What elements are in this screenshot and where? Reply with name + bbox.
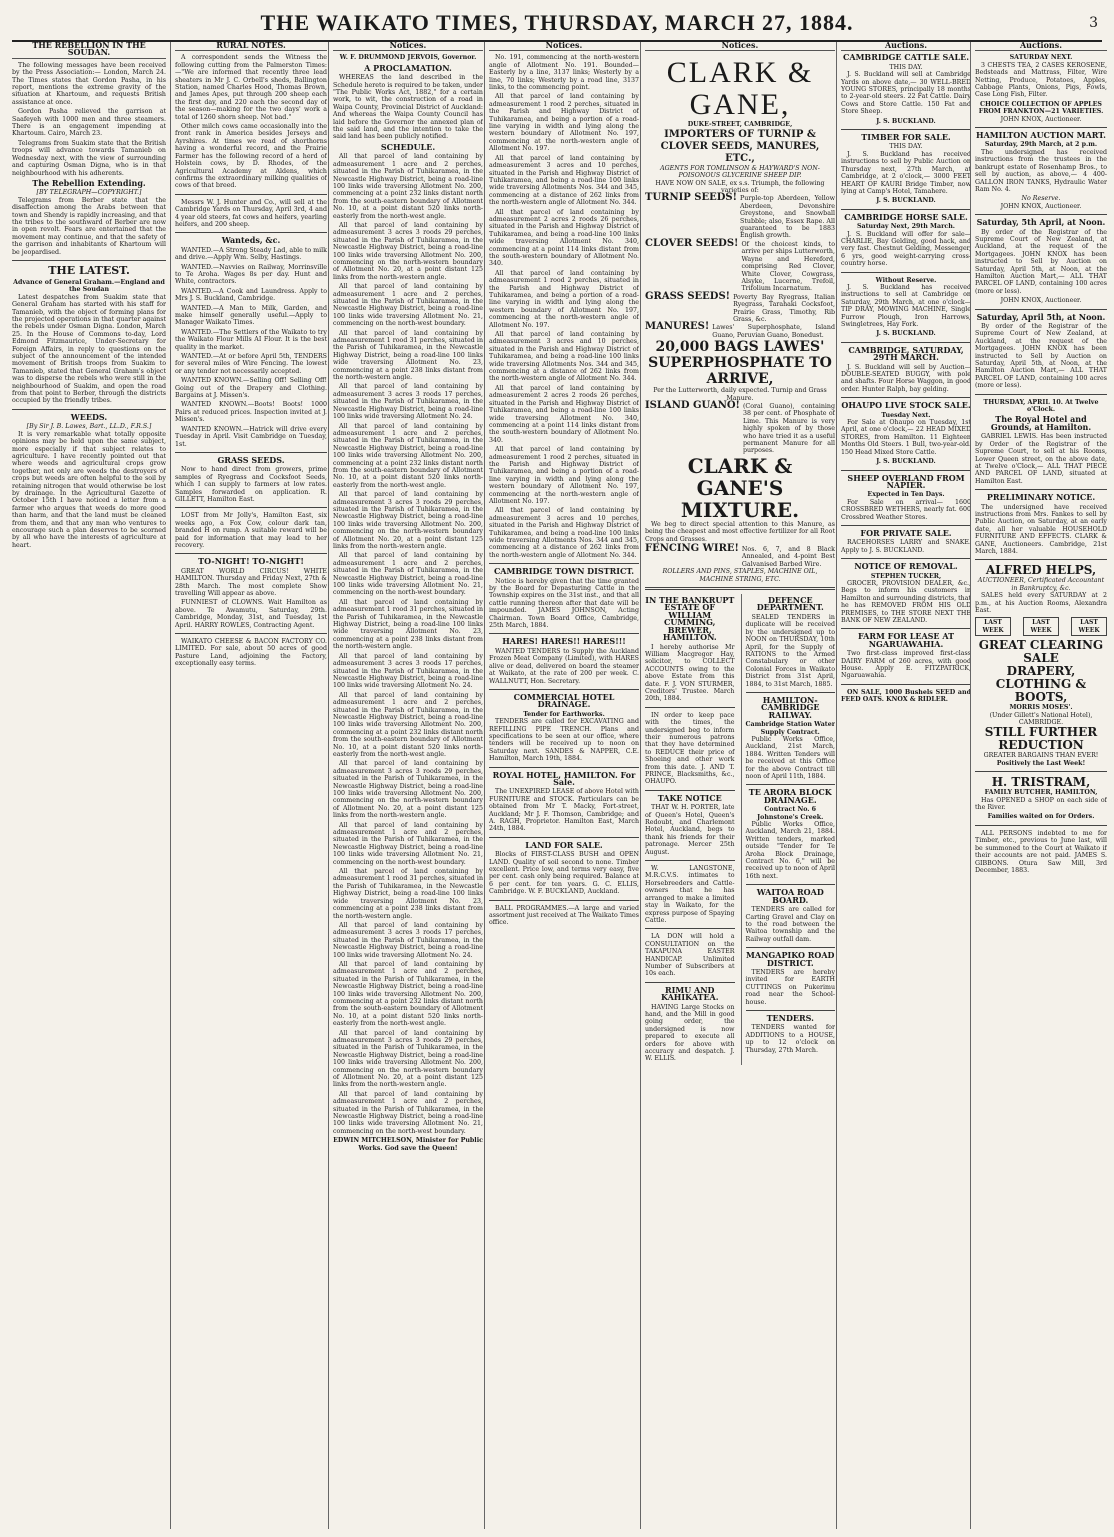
wanted-ad: WANTED KNOWN.—Hatrick will drive every Tuesday in April. Visit Cambridge on Tuesday, 1st. [175,425,327,448]
divider [645,860,735,861]
divider [175,553,327,554]
article-paragraph: Telegrams from Berber state that the disaffection among the Arabs between that town and Shendy is rapidly increasing, and that the tribes to the southward of Berber are now in open revolt. Fears are entertained that the movement may continue, and that the safety of the garrison and inhabitants of Khartoum will be jeopardised. [12,196,166,256]
ad-keyword: CLOVER SEEDS! [645,237,739,249]
notice-paragraph: All that parcel of land containing by admeasurement 1 rood 2 perches, situated in the Parish and Highway District of Tuhikaramea, and being a portion of a road-line varying in width and lying along the western boundary of Allotment No. 197, commencing at the north-western angle of Allotment No. 197. [489,446,639,505]
ad-heading: GRASS SEEDS. [217,454,285,465]
auction-text: By order of the Registrar of the Supreme Court of New Zealand, at Auckland, at the request of the Mortgagees. JOHN KNOX has been instructed to Sell by Auction on Saturday, April 5th, at Noon, at the Hamilton Auction Mart,— ALL THAT PARCEL OF LAND, containing 100 acres (more or less). [975,228,1107,295]
auction-text: J. S. Buckland will sell by Auction— DOUBLE-SEATED BUGGY, with pole and shafts. Four Horse Waggon, in good order. Hunter Ralph, bay gelding. [841,363,971,393]
notice-paragraph: All that parcel of land containing by admeasurement 1 rood 2 perches, situated in the Parish and Highway District of Tuhikaramea, and being a portion of a road-line varying in width and lying along the western boundary of Allotment No. 197, commencing at the north-western angle of Allotment No. 197. [489,93,639,153]
auction-text: By order of the Registrar of the Supreme Court of New Zealand, at Auckland, at the request of the Mortgagees. JOHN KNOX has been instructed to Sell by Auction on Saturday, April 5th, at Noon, at the Hamilton Auction Mart,— ALL THAT PARCEL OF LAND, containing 100 acres (more or less). [975,323,1107,390]
auction-text: For Sale at Ohaupo on Tuesday, 1st April, at one o'clock,— 22 HEAD MIXED STORES, from Hamilton. 11 Eighteen Months Old Steers. 1 Bull, two-year-old. 150 Head Mixed Store Cattle. [841,419,971,456]
auction-heading: HAMILTON AUCTION MART. [976,130,1106,141]
auctioneer: J. S. BUCKLAND. [876,330,936,338]
article-subheading: [BY TELEGRAPH—COPYRIGHT.] [36,189,142,197]
notice-paragraph: All that parcel of land containing by admeasurement 3 acres 3 roods 29 perches, situated in the Parish of Tuhikaramea, in the Newcastle Highway District, being a road-line 100 links wide traversing Allotment No. 200, commencing on the north-western boundary of Allotment No. 20, at a point distant 125 links from the north-western angle. [333,1029,483,1089]
notice-paragraph: All that parcel of land containing by admeasurement 1 acre and 2 perches, situated in the Parish of Tuhikaramea, in the Newcastle Highway District, being a road-line 100 links wide traversing Allotment No. 200, commencing at a point 232 links distant north from the south-eastern boundary of Allotment No. 10, at a point distant 520 links north-easterly from the north-west angle. [333,153,483,220]
advertiser-title: AUCTIONEER, Certificated Accountant in Bankruptcy, &c. [977,577,1105,592]
divider [12,260,166,261]
ad-keyword: TURNIP SEEDS! [645,192,738,204]
auction-text: The undersigned has received instructions from the trustees in the bankrupt estate of Rosenhamp Bros., to sell by auction, as above,— 4 400-GALLON IRON TANKS, Hydraulic Water Ram No. 4. [975,148,1107,193]
page-number: 3 [1089,15,1098,31]
ad-text: WAIKATO CHEESE & BACON FACTORY CO. LIMITED. For sale, about 50 acres of good Pasture Land, adjoining the Factory, exceptionally easy terms. [175,638,327,668]
auction-text: ON SALE, 1000 Bushels SEED and FEED OATS. KNOX & RIDLER. [841,688,971,704]
divider [975,559,1107,560]
ad-keyword: ISLAND GUANO! [645,399,740,411]
article-paragraph: It is very remarkable what totally opposite opinions may be held upon the same subject, more especially if that subject relates to agriculture. I have recently pointed out that where weeds and agricultural crops grow together, not only are weeds the destroyers of crops but weeds are often helpful to the soil by retaining nitrogen that would otherwise be lost by drainage. In the Agricultural Gazette of October 15th I have noticed a letter from a farmer who argues that weeds do more good than harm, and that the land must be cleaned from them, and that any man who ventures to encourage such a plan deserves to be scorned by all who have the interests of agriculture at heart. [12,430,166,549]
divider [746,884,836,885]
auction-date: THIS DAY. [889,143,923,151]
auction-text: J. S. Buckland has received instructions to sell by Public Auction on Thursday next, 27th March, at Cambridge, at 2 o'clock,— 3000 FEET HEART OF KAURI Bridge Timber, now lying at Camp's Hotel, Tamahere. [841,150,971,195]
auctioneer: J. S. BUCKLAND. [876,458,936,466]
divider [489,767,639,768]
auction-text: SALES held every SATURDAY at 2 p.m., at his Auction Rooms, Alexandra East. [975,592,1107,614]
notice-paragraph: All that parcel of land containing by admeasurement 3 acres 3 roods 17 perches, situated in the Parish of Tuhikaramea, in the Newcastle Highway District, being a road-line 100 links wide traversing Allotment No. 24. [333,921,483,959]
auction-text: The undersigned have received instructions from Mrs. Fankes to sell by Public Auction, on Saturday, at an early date, all her valuable HOUSEHOLD FURNITURE AND EFFECTS. CLARK & GANE, Auctioneers. Cambridge, 21st March, 1884. [975,503,1107,555]
divider [975,127,1107,128]
auction-heading: Without Reserve. [875,276,937,284]
auction-text: J. S. Buckland will sell at Cambridge Yards on above date,— 30 WELL-BRED YOUNG STORES, principally 18 months to 2-year-old steers. 22 Fat Cattle. Dairy Cows and Store Cattle. 150 Fat and Store Sheep. [841,71,971,116]
divider [175,194,327,195]
auction-date: Tuesday Next. [881,411,931,419]
notice-paragraph: HAVING Large Stocks on hand, and the Mill in good going order, the undersigned is now prepared to execute all orders for above with accuracy and despatch. J. W. ELLIS. [645,1003,735,1063]
stock-intro: HAVE NOW ON SALE, ex s.s. Triumph, the following varieties of: [655,179,825,195]
section-heading: Notices. [489,42,639,51]
ad-keyword: MANURES! [645,321,710,333]
divider [175,507,327,508]
divider [975,825,1107,826]
advertiser-tagline: IMPORTERS OF TURNIP & CLOVER SEEDS, MANURES, ETC., [660,128,820,164]
notice-heading: COMMERCIAL HOTEL DRAINAGE. [513,691,615,710]
column-clark-gane [640,42,835,1529]
ad-keyword: GRASS SEEDS! [645,290,731,302]
rollers-line: ROLLERS AND PINS, STAPLES, MACHINE OIL, MACHINE STRING, ETC. [662,568,818,583]
auction-text: 3 CHESTS TEA, 2 CASES KEROSENE, Bedsteads and Mattrass, Filter, Wire Netting, Produce, Potatoes, Apples, Cabbage Plants, Onions, Pigs, Fowls, Case Long Fish, Filter. [975,61,1107,99]
wanted-ad: WANTED KNOWN.—Selling Off! Selling Off! Going out of the Drapery and Clothing. Bargains at J. Missen's. [175,377,327,400]
article-byline: [By Sir J. B. Lawes, Bart., LL.D., F.R.S.] [26,423,152,431]
notice-paragraph: All that parcel of land containing by admeasurement 1 acre and 2 perches, situated in the Parish of Tuhikaramea, in the Newcastle Highway District, being a road-line 100 links wide traversing Allotment No. 200, commencing at a point 232 links distant north from the south-eastern boundary of Allotment No. 10, at a point distant 520 links north-easterly from the north-west angle. [333,960,483,1028]
column-notices-2 [484,42,639,1529]
notice-signature: EDWIN MITCHELSON, Minister for Public Works. God save the Queen! [333,1137,483,1152]
ad-text: Poverty Bay Ryegrass, Italian Ryegrass, Tarahaki Cocksfoot, Prairie Grass, Timothy, Rib Grass, &c. [733,293,835,323]
notice-paragraph: W. LANGSTONE, M.R.C.V.S. intimates to Horsebreeders and Cattle-owners that he has arranged to make a limited stay in Waikato, for the express purpose of Spaying Cattle. [645,865,735,924]
divider [841,272,971,273]
auction-heading: OHAUPO LIVE STOCK SALE. [841,400,971,411]
article-heading: WEEDS. [70,411,108,422]
column-notices-1 [328,42,483,1529]
auctioneer: JOHN KNOX, Auctioneer. [1000,297,1082,305]
divider [175,232,327,233]
page-columns [12,42,1107,1529]
notice-subheading: Tender for Earthworks. [523,710,605,718]
ad-text: Families waited on for Orders. [987,813,1095,821]
divider [841,628,971,629]
article-heading: THE LATEST. [48,263,130,277]
auction-date: Saturday, 5th April, at Noon. [976,217,1106,228]
divider [175,633,327,634]
advertiser-name: H. TRISTRAM, [991,775,1091,790]
divider [746,692,836,693]
notice-heading: DEFENCE DEPARTMENT. [756,595,824,613]
auction-heading: FOR PRIVATE SALE. [860,527,952,538]
advertiser-name: MORRIS MOSES'. [1009,704,1073,712]
notice-heading: LAND FOR SALE. [525,839,603,850]
notice-paragraph: All that parcel of land containing by admeasurement 1 rood 31 perches, situated in the Parish of Tuhikaramea, in the Newcastle Highway District, being a road-line 100 links wide traversing Allotment No. 23, commencing at a point 238 links distant from the north-western angle. [333,329,483,382]
article-paragraph: Latest despatches from Suakim state that General Graham has started with his staff for Tamanieb, with the object of forming plans for the projected operations in that quarter against the rebels under Osman Digna. London, March 25. In the House of Commons to-day, Lord Edmond Fitzmaurice, Under-Secretary for Foreign Affairs, in reply to questions on the subject of the announcement of the intended movement of British troops from Suakim to Tamanieb, stated that General Graham's object was to disperse the rebels who were still in the neighbourhood of Suakim, and open the road from that point to Berber, through the districts occupied by the friendly tribes. [12,293,166,405]
notice-paragraph: I hereby authorise Mr William Macgregor Hay, solicitor, to COLLECT ACCOUNTS owing to the above Estate from this date. F. J. VON STURMER, Creditors' Trustee. March 20th, 1884. [645,643,735,703]
notices-split [645,594,835,1065]
auction-date: Expected in Ten Days. [867,491,945,499]
agents-line: AGENTS FOR TOMLINSON & HAYWARD'S NON-POISONOUS GLYCERINE SHEEP DIP. [660,164,820,180]
notice-heading: WAITOA ROAD BOARD. [756,887,824,905]
auction-text: GABRIEL LEWIS. Has been instructed by Order of the Registrar of the Supreme Court, to sell at his Rooms, Lower Queen street, on the above date, at Twelve o'Clock,— ALL THAT PIECE AND PARCEL OF LAND, situated at Hamilton East. [975,433,1107,485]
notice-subheading: Contract No. 6 Johnstone's Creek. [757,806,824,821]
sale-heading: STILL FURTHER REDUCTION [984,725,1098,753]
divider [841,342,971,343]
last-week-badge: LAST WEEK [1071,617,1107,636]
divider [645,982,735,983]
advertiser-name: STEPHEN TUCKER, [870,572,942,580]
notice-paragraph: THAT W. H. PORTER, late of Queen's Hotel, Queen's Redoubt, and Charlemont Hotel, Auckland, begs to thank his friends for their patronage. Mercer 25th August. [645,804,735,856]
ad-heading: TO-NIGHT! TO-NIGHT! [198,556,304,567]
divider [975,394,1107,395]
ad-text: Has OPENED a SHOP on each side of the River. [975,796,1107,812]
article-paragraph: Gordon Pasha relieved the garrison at Saafeyeh with 1000 men and three steamers. There is an engagement impending at Khartoum. Cairo, March 23. [12,108,166,138]
divider [175,452,327,453]
notice-heading: TAKE NOTICE [657,792,722,803]
manures-ad [645,323,835,339]
advertiser-name: ALFRED HELPS, [985,563,1097,578]
notice-paragraph: Public Works Office, Auckland, 21st March, 1884. Written Tenders will be received at this Office for the above Contract till noon of April 11th, 1884. [745,735,835,780]
notice-heading: HARES! HARES!! HARES!!! [502,636,626,647]
notice-paragraph: All that parcel of land containing by admeasurement 3 acres 3 roods 29 perches, situated in the Parish of Tuhikaramea, in the Newcastle Highway District, being a road-line 100 links wide traversing Allotment No. 200, commencing on the north-western boundary of Allotment No. 20, at a point distant 125 links from the north-western angle. [333,760,483,820]
superphosphate-heading: 20,000 BAGS LAWES' SUPERPHOSPHATE TO ARRIVE, [648,339,832,388]
wanted-ad: WANTED.—A Cook and Laundress. Apply to Mrs J. S. Buckland, Cambridge. [175,287,327,303]
sale-text: GREATER BARGAINS THAN EVER! [983,752,1099,760]
section-heading: Auctions. [975,42,1107,51]
notice-paragraph: Notice is hereby given that the time granted by the Board for Depasturing Cattle in the Township expires on the 31st inst., and that all cattle running thereon after that date will be impounded. JAMES JOHNSON, Acting Chairman. Town Board Office, Cambridge, 25th March, 1884. [489,577,639,630]
notice-heading: TE ARORA BLOCK DRAINAGE. [748,787,832,805]
divider [975,214,1107,215]
notice-paragraph: TENDERS are called for EXCAVATING and REFILLING PIPE TRENCH. Plans and specifications to be seen at our office, where tenders will be received up to noon on Saturday next. SANDES & NAPPER, C.E. Hamilton, March 19th, 1884. [489,718,639,763]
clover-seeds-ad [645,237,835,293]
fencing-wire-ad [645,545,835,568]
notice-paragraph: All that parcel of land containing by admeasurement 1 acre and 2 perches, situated in the Parish of Tuhikaramea, in the Newcastle Highway District, being a road-line 100 links wide traversing Allotment No. 21, commencing on the north-west boundary. [333,552,483,597]
notice-paragraph: All that parcel of land containing by admeasurement 1 acre and 2 perches, situated in the Parish of Tuhikaramea, in the Newcastle Highway District, being a road-line 100 links wide traversing Allotment No. 21, commencing on the north-west boundary. [333,821,483,866]
article-paragraph: A correspondent sends the Witness the following cutting from the Palmerston Times:—"We are informed that recently three lead sheaters in Mr J. C. Orbell's sheds, Ballington Station, named Charles Hood, Thomas Brown, and James Apes, put through 200 sheep each the first day, and 220 each the second day of the season—making for the two days' work a total of 1260 shorn sheep. Not bad." [175,54,327,121]
notice-paragraph: TENDERS are hereby invited for EARTH CUTTINGS on Pukerimu road near the School-house. [745,968,835,1006]
mixture-heading: CLARK & GANE'S MIXTURE. [680,453,800,522]
divider [841,525,971,526]
auction-heading: The Royal Hotel and Grounds, at Hamilton. [990,414,1092,432]
section-heading: Notices. [333,42,483,51]
divider [489,900,639,901]
divider [746,947,836,948]
advertiser-name: CLARK & GANE, [666,56,814,122]
auction-text: RACEHORSES LARRY and SNAKE. Apply to J. S. BUCKLAND. [841,539,971,554]
auction-heading: CAMBRIDGE, SATURDAY, 29TH MARCH. [848,344,964,363]
notice-paragraph: All that parcel of land containing by admeasurement 1 rood 31 perches, situated in the Parish of Tuhikaramea, in the Newcastle Highway District, being a road-line 100 links wide traversing Allotment No. 23, commencing at a point 238 links distant from the north-western angle. [333,868,483,920]
notice-paragraph: Public Works Office, Auckland, March 21, 1884. Written tenders, marked outside "Tender for Te Aroha Block Drainage, Contract No. 6," will be received up to noon of April 16th next. [745,821,835,880]
notice-paragraph: LA DON will hold a CONSULTATION on the TAKAPUNA EASTER HANDICAP. Unlimited Number of Subscribers at 10s each. [645,933,735,978]
notice-heading: RIMU AND KAHIKATEA. [660,984,719,1003]
wanted-ad: WANTED KNOWN.—Boots! Boots! 1000 Pairs at reduced prices. Inspection invited at J. Missen's. [175,401,327,424]
divider [746,784,836,785]
divider [975,489,1107,490]
newspaper-title: THE WAIKATO TIMES, THURSDAY, MARCH 27, 1884. [260,10,854,35]
auction-date: THIS DAY. [889,63,923,71]
divider [841,209,971,210]
sale-heading: GREAT CLEARING SALE [978,638,1104,666]
ad-text: (Coral Guano), containing 38 per cent. of Phosphate of Lime. This Manure is very highly spoken of by those who have tried it as a useful permanent Manure for all purposes. [742,402,835,455]
auction-heading: TIMBER FOR SALE. [861,132,951,143]
auction-text: J. S. Buckland will offer for sale— CHARLIE, Bay Gelding, good hack, and very fast. Chestnut Gelding, Messenger, 6 yrs, good weight-carrying cross-country horse. [841,230,971,268]
divider [645,707,735,708]
notice-paragraph: All that parcel of land containing by admeasurement 3 acres and 10 perches, situated in the Parish and Highway District of Tuhikaramea, and being a road-line 100 links wide traversing Allotments Nos. 344 and 345, commencing at a distance of 262 links from the north-western angle of Allotment No. 344. [489,154,639,207]
section-heading: THE REBELLION IN THE SOUDAN. [12,42,166,59]
column-news [12,42,166,1529]
ad-text: Messrs W. J. Hunter and Co., will sell at the Cambridge Yards on Thursday, April 3rd, 4 and 4 year old steers, fat cows and heifers, yearling heifers, and 200 sheep. [175,198,327,228]
divider [489,837,639,838]
notice-paragraph: TENDERS wanted for ADDITIONS to a HOUSE, up to 12 o'clock on Thursday, 27th March. [745,1024,835,1054]
divider [841,558,971,559]
superphosphate-sub: Per the Lutterworth, daily expected. Turnip and Grass Manure. [653,387,827,402]
auction-date: SATURDAY NEXT. [1009,54,1073,62]
notice-paragraph: The UNEXPIRED LEASE of above Hotel with FURNITURE and STOCK. Particulars can be obtained from Mr T. Macky, Fort-street, Auckland; Mr J. F. Thomson, Cambridge; and A. RAGH, Proprietor. Hamilton East, March 24th, 1884. [489,788,639,833]
divider [975,309,1107,310]
divider [746,1010,836,1011]
section-heading: Wanteds, &c. [221,235,281,246]
ad-text: We beg to direct special attention to this Manure, as being the cheapest and most effective fertilizer for all Root Crops and Grasses. [645,520,835,543]
notices-left [645,594,735,1065]
ad-text: Of the choicest kinds, to arrive per ships Lutterworth, Wayne and Hereford, comprising Red Clover, White Clover, Cowgrass, Alsyke, Lucerne, Trefoil, Trifolium Incarnatum. [741,240,835,293]
proclamation-heading: A PROCLAMATION. [364,62,452,73]
notice-paragraph: All that parcel of land containing by admeasurement 3 acres 3 roods 17 perches, situated in the Parish of Tuhikaramea, in the Newcastle Highway District, being a road-line 100 links wide traversing Allotment No. 24. [333,383,483,421]
ad-text: LOST from Mr Jolly's, Hamilton East, six weeks ago, a Fox Cow, colour dark tan, branded H on rump. A suitable reward will be paid for information that may lead to her recovery. [175,512,327,549]
divider [645,587,835,590]
notice-paragraph: All that parcel of land containing by admeasurement 3 acres 3 roods 17 perches, situated in the Parish of Tuhikaramea, in the Newcastle Highway District, being a road-line 100 links wide traversing Allotment No. 24. [333,652,483,690]
notice-heading: HAMILTON-CAMBRIDGE RAILWAY. [761,694,820,720]
divider [12,409,166,410]
auctioneer: J. S. BUCKLAND. [876,117,936,125]
notice-paragraph: All that parcel of land containing by admeasurement 3 acres 3 roods 29 perches, situated in the Parish of Tuhikaramea, in the Newcastle Highway District, being a road-line 100 links wide traversing Allotment No. 200, commencing on the north-western boundary of Allotment No. 20, at a point distant 125 links from the north-western angle. [333,221,483,281]
auction-heading: SHEEP OVERLAND FROM NAPIER. [847,472,965,490]
notice-paragraph: All that parcel of land containing by admeasurement 2 acres 2 roods 26 perches, situated in the Parish and Highway District of Tuhikaramea, and being a road-line 100 links wide traversing Allotment No. 340, commencing at a point 114 links distant from the south-western boundary of Allotment No. 340. [489,208,639,268]
divider [841,684,971,685]
advertiser-address: (Under Gillett's National Hotel), CAMBRIDGE. [989,711,1093,727]
notice-paragraph: IN order to keep pace with the times, the undersigned beg to inform their numerous patrons that they have determined to REDUCE their price of Shoeing and other work from this date. J. AND T. PRINCE, Blacksmiths, &c., OHAUPO. [645,711,735,786]
notice-heading: ROYAL HOTEL, HAMILTON. For Sale. [492,769,636,787]
divider [645,928,735,929]
section-heading: RURAL NOTES. [175,42,327,51]
auction-heading: NOTICE OF REMOVAL. [854,561,958,572]
divider [489,633,639,634]
article-paragraph: Telegrams from Suakim state that the British troops will advance towards Tamanieb on Wednesday next, with the view of surrounding and capturing Osman Digna, who is in that neighbourhood with his adherents. [12,139,166,177]
divider [975,771,1107,772]
divider [841,397,971,398]
auction-heading: FARM FOR LEASE AT NGARUAWAHIA. [857,631,955,649]
auction-date: Saturday Next, 29th March. [857,223,955,231]
ad-text: Now to hand direct from growers, prime samples of Ryegrass and Cocksfoot Seeds, which I can supply to farmers at low rates. Samples forwarded on application. R. GILLETT, Hamilton East. [175,466,327,503]
last-week-boxes [975,617,1107,636]
auction-date: Saturday, April 5th, at Noon. [976,311,1106,322]
divider [489,563,639,564]
auction-text: J. S. Buckland has received instructions to sell at Cambridge on Saturday, 29th March, at one o'clock— TIP DRAY, MOWING MACHINE, Single Furrow Plough, Iron Harrows, Swingletrees, Hay Fork. [841,283,971,328]
notice-heading: TENDERS. [766,1012,814,1023]
wanted-ad: WANTED.—A Man to Milk, Garden, and make himself generally useful.—Apply to Manager Waikato Times. [175,304,327,327]
auction-date: Saturday, 29th March, at 2 p.m. [984,141,1098,149]
column-auctions-2 [970,42,1107,1529]
article-paragraph: Other milch cows came occasionally into the front rank in America besides Jerseys and Ayrshires. At times we read of shorthorns having a wonderful record, and the Prairie Farmer has the following record of a herd of Holstein cows, by D. Rhodes, of the Agricultural Academy at Aldens, which confirms the extraordinary milking qualities of cows of that breed. [175,123,327,190]
ad-text: FUNNIEST of CLOWNS. Wait Hamilton as above. Te Awamutu, Saturday, 29th. Cambridge, Monday, 31st, and Tuesday, 1st April. HARRY ROWLES, Contracting Agent. [175,599,327,629]
auction-text: Two first-class improved first-class DAIRY FARM of 260 acres, with good House. Apply E. FITZPATRICK, Ngaruawahia. [841,650,971,680]
notice-paragraph: No. 191, commencing at the north-western angle of Allotment No. 191. Bounded—Easterly by a line, 3137 links; Westerly by a line, 70 links; Westerly by a road line, 3137 links, to the commencing point. [489,54,639,92]
wanted-ad: WANTED.—The Settlers of the Waikato to try the Waikato Flour Mills AI Flour. It is the best quality in the market. [175,328,327,351]
article-heading: The Rebellion Extending. [32,177,146,188]
auction-heading: CAMBRIDGE CATTLE SALE. [843,52,969,63]
ad-text: Lawes' Superphosphate, Island Guano, Peruvian Guano, Bonedust. [712,324,835,339]
advertiser-title: FAMILY BUTCHER, HAMILTON, [984,789,1098,797]
ad-text: Nos. 6, 7, and 8 Black Annealed, and 4-point Best Galvanised Barbed Wire. [741,546,835,568]
last-week-badge: LAST WEEK [1023,617,1059,636]
auction-text: For Sale on arrival— 1600 CROSSBRED WETHERS, nearly fat. 600 Crossbred Weather Stores. [841,498,971,521]
governor-name: W. F. DRUMMOND JERVOIS, Governor. [339,54,477,62]
notice-paragraph: All that parcel of land containing by admeasurement 3 acres and 10 perches, situated in the Parish and Highway District of Tuhikaramea, and being a road-line 100 links wide traversing Allotments Nos. 344 and 345, commencing at a distance of 262 links from the north-western angle of Allotment No. 344. [489,331,639,383]
auction-heading: PRELIMINARY NOTICE. [986,492,1096,503]
divider [841,129,971,130]
notice-paragraph: SEALED TENDERS in duplicate will be received by the undersigned up to NOON on THURSDAY, 10th April, for the Supply of RATIONS to the Armed Constabulary or other Colonial Forces in Waikato District from 31st April, 1884, to 31st March, 1885. [745,613,835,688]
ad-keyword: FENCING WIRE! [645,543,739,555]
auctioneer: JOHN KNOX, Auctioneer. [1000,115,1082,123]
auction-text: GROCER, PROVISION DEALER, &c., Begs to inform his customers in Hamilton and surrounding districts, that he has REMOVED FROM HIS OLD PREMISES, to THE STORE NEXT THE BANK OF NEW ZEALAND. [841,579,971,624]
auction-date: THURSDAY, APRIL 10. At Twelve o'Clock. [983,398,1099,414]
notice-heading: MANGAPIKO ROAD DISTRICT. [746,950,835,968]
notices-right [741,594,836,1065]
notice-paragraph: All that parcel of land containing by admeasurement 1 rood 31 perches, situated in the Parish of Tuhikaramea, in the Newcastle Highway District, being a road-line 100 links wide traversing Allotment No. 23, commencing at a point 238 links distant from the north-western angle. [333,598,483,651]
article-paragraph: The following messages have been received by the Press Association:— London, March 24. The Times states that Gordon Pasha, in his report, mentions the extreme gravity of the situation at Khartoum, and requests British assistance at once. [12,61,166,106]
grass-seeds-ad [645,290,835,324]
notice-paragraph: All that parcel of land containing by admeasurement 1 acre and 2 perches, situated in the Parish of Tuhikaramea, in the Newcastle Highway District, being a road-line 100 links wide traversing Allotment No. 200, commencing at a point 232 links distant north from the south-eastern boundary of Allotment No. 10, at a point distant 520 links north-easterly from the north-west angle. [333,691,483,758]
notice-paragraph: All that parcel of land containing by admeasurement 2 acres 2 roods 26 perches, situated in the Parish and Highway District of Tuhikaramea, and being a road-line 100 links wide traversing Allotment No. 340, commencing at a point 114 links distant from the south-western boundary of Allotment No. 340. [489,384,639,444]
advertiser-address: DUKE-STREET, CAMBRIDGE, [687,121,793,129]
ad-text: ALL PERSONS indebted to me for Timber, etc., previous to June last, will be summoned to the Court at Waikato if their accounts are not paid. JAMES S. GIBBONS. Otura Saw Mill, 3rd December, 1883. [975,829,1107,874]
notice-paragraph: All that parcel of land containing by admeasurement 1 rood 2 perches, situated in the Parish and Highway District of Tuhikaramea, and being a portion of a road-line varying in width and lying along the western boundary of Allotment No. 197, commencing at the north-western angle of Allotment No. 197. [489,269,639,329]
wanted-ad: WANTED.—At or before April 5th, TENDERS for several miles of Wire Fencing. The lowest or any tender not necessarily accepted. [175,353,327,375]
notice-paragraph: WANTED TENDERS to Supply the Auckland Frozen Meat Company (Limited), with HARES alive or dead, delivered on board the steamer at Waikato, at the rate of 200 per week. C. WALLNUTT, Hon. Secretary. [489,647,639,685]
notice-paragraph: Blocks of FIRST-CLASS BUSH and OPEN LAND. Quality of soil second to none. Timber excellent. Price low, and terms very easy, five per cent. cash only being required. Balance at 6 per cent. for ten years. G. C. ELLIS, Cambridge. W. F. BUCKLAND, Auckland. [489,851,639,896]
sale-text: Positively the Last Week! [996,759,1086,767]
auctioneer: J. S. BUCKLAND. [876,197,936,205]
notice-heading: CAMBRIDGE TOWN DISTRICT. [493,566,635,577]
notice-paragraph: TENDERS are called for Carting Gravel and Clay on to the road between the Waitoa township and the Railway outfall dam. [745,906,835,943]
schedule-heading: SCHEDULE. [380,141,436,152]
notice-paragraph: All that parcel of land containing by admeasurement 1 acre and 2 perches, situated in the Parish of Tuhikaramea, in the Newcastle Highway District, being a road-line 100 links wide traversing Allotment No. 21, commencing on the north-west boundary. [333,283,483,328]
ad-text: GREAT WORLD CIRCUS! WHITE HAMILTON. Thursday and Friday Next, 27th & 28th March. The most complete Show travelling Will appear as above. [175,567,327,597]
ad-text: Purple-top Aberdeen, Yellow Aberdeen, Devonshire Greystone, and Snowball Stubble; also, Essex Rape. All guaranteed to be 1883 English growth. [740,195,835,240]
notice-paragraph: All that parcel of land containing by admeasurement 1 acre and 2 perches, situated in the Parish of Tuhikaramea, in the Newcastle Highway District, being a road-line 100 links wide traversing Allotment No. 21, commencing on the north-west boundary. [333,1090,483,1135]
section-heading: Auctions. [841,42,971,51]
wanted-ad: WANTED.—Navvies on Railway, Morrinsville to Te Aroha. Wages 8s per day. Hunt and White, contractors. [175,263,327,286]
article-subheading: Advance of General Graham.—England and the Soudan [13,278,165,294]
divider [489,689,639,690]
notice-subheading: Cambridge Station Water Supply Contract. [745,721,835,736]
masthead [12,6,1102,42]
auction-note: No Reserve. [1021,195,1061,203]
last-week-badge: LAST WEEK [975,617,1011,636]
column-rural [170,42,327,1529]
turnip-seeds-ad [645,194,835,239]
notice-paragraph: All that parcel of land containing by admeasurement 3 acres and 10 perches, situated in the Parish and Highway District of Tuhikaramea, and being a road-line 100 links wide traversing Allotments Nos. 344 and 345, commencing at a distance of 262 links from the north-western angle of Allotment No. 344. [489,507,639,559]
divider [841,470,971,471]
notice-paragraph: All that parcel of land containing by admeasurement 3 acres 3 roods 29 perches, situated in the Parish of Tuhikaramea, in the Newcastle Highway District, being a road-line 100 links wide traversing Allotment No. 200, commencing on the north-western boundary of Allotment No. 20, at a point distant 125 links from the north-western angle. [333,491,483,550]
wanted-ad: WANTED.—A Strong Steady Lad, able to milk and drive.—Apply Wm. Selby, Hastings. [175,246,327,262]
sale-heading: DRAPERY, CLOTHING & BOOTS, [995,664,1087,705]
notice-paragraph: BALL PROGRAMMES.—A large and varied assortment just received at The Waikato Times office. [489,904,639,927]
auction-heading: CAMBRIDGE HORSE SALE. [844,211,968,222]
auction-heading: CHOICE COLLECTION OF APPLES FROM FRANKTON—21 VARIETIES. [978,100,1104,116]
column-auctions-1 [836,42,971,1529]
island-guano-ad [645,399,835,455]
notice-heading: IN THE BANKRUPT ESTATE OF WILLIAM CUMMING, BREWER, HAMILTON. [645,595,735,643]
section-heading: Notices. [645,42,835,51]
auctioneer: JOHN KNOX, Auctioneer. [1000,202,1082,210]
divider [645,790,735,791]
notice-paragraph: WHEREAS the land described in the Schedule hereto is required to be taken, under "The Public Works Act, 1882," for a certain work, to wit, the construction of a road in Waipa County, Provincial District of Auckland: And whereas the Waipa County Council has laid before the Governor the annexed plan of the said land, and the intention to take the said land has been publicly notified. [333,74,483,141]
notice-paragraph: All that parcel of land containing by admeasurement 1 acre and 2 perches, situated in the Parish of Tuhikaramea, in the Newcastle Highway District, being a road-line 100 links wide traversing Allotment No. 200, commencing at a point 232 links distant north from the south-eastern boundary of Allotment No. 10, at a point distant 520 links north-easterly from the north-west angle. [333,422,483,489]
